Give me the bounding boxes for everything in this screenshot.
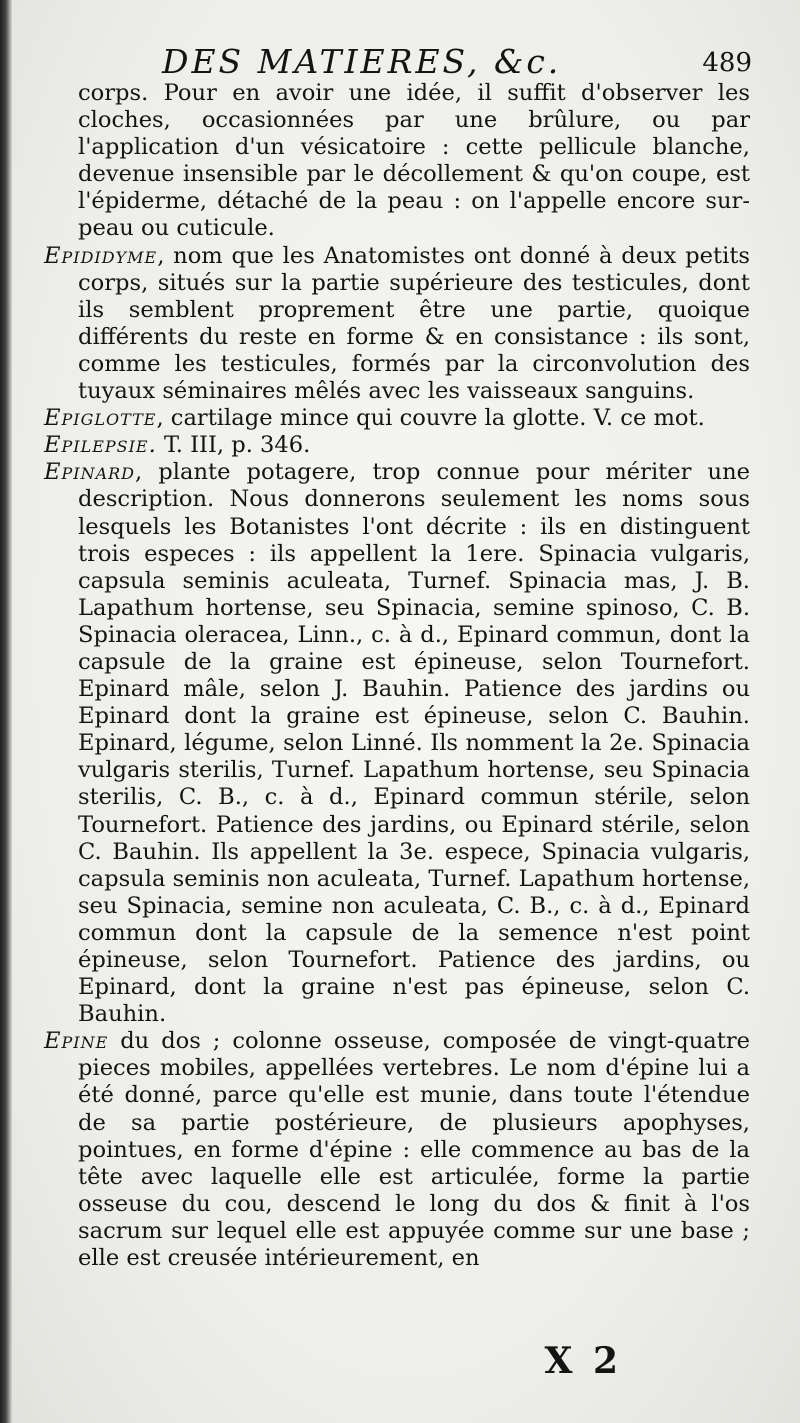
signature-mark: X 2 — [544, 1340, 622, 1382]
entry-epinard — [44, 459, 750, 1028]
entry-text: du dos ; colonne osseuse, composée de vingt-quatre pieces mobiles, appellées vertebres. Le nom d'épine lui a été donné, parce qu'elle est munie, dans toute l'étendue de sa partie postérieure, de plusieurs apophyses, pointues, en forme d'épine : elle commence au bas de la tête avec laquelle elle est articulée, forme la partie osseuse du cou, descend le long du dos & finit à l'os sacrum sur lequel elle est appuyée comme sur une base ; elle est creusée intérieurement, en — [78, 1028, 750, 1272]
entry-headword: Epilepsie. — [44, 432, 157, 459]
entry-text: corps. Pour en avoir une idée, il suffit d'observer les cloches, occasionnées par une brûlure, ou par l'application d'un vésicatoire : cette pellicule blanche, devenue insensible par le décollement & qu'on coupe, est l'épiderme, détaché de la peau : on l'appelle encore sur-peau ou cuticule. — [78, 80, 750, 242]
entry-continuation — [44, 80, 750, 243]
index-text-block — [44, 80, 750, 1272]
entry-text: , nom que les Anatomistes ont donné à deux petits corps, situés sur la partie supérieure des testicules, dont ils semblent proprement être une partie, quoique différents du reste en forme & en consistance : ils sont, comme les testicules, formés par la circonvolution des tuyaux séminaires mêlés avec les vaisseaux sanguins. — [78, 242, 750, 405]
page-number: 489 — [702, 48, 752, 78]
entry-text: T. III, p. 346. — [156, 432, 311, 459]
entry-epiglotte — [44, 405, 750, 432]
entry-epididyme — [44, 243, 750, 406]
entry-text: , plante potagere, trop connue pour mériter une description. Nous donnerons seulement les noms sous lesquels les Botanistes l'ont décrite : ils en distinguent trois especes : ils appellent la 1ere. Spinacia vulgaris, capsula seminis aculeata, Turnef. Spinacia mas, J. B. Lapathum hortense, seu Spinacia, semine spinoso, C. B. Spinacia oleracea, Linn., c. à d., Epinard commun, dont la capsule de la graine est épineuse, selon Tournefort. Epinard mâle, selon J. Bauhin. Patience des jardins ou Epinard dont la graine est épineuse, selon C. Bauhin. Epinard, légume, selon Linné. Ils nomment la 2e. Spinacia vulgaris sterilis, Turnef. Lapathum hortense, seu Spinacia sterilis, C. B., c. à d., Epinard commun stérile, selon Tournefort. Patience des jardins, ou Epinard stérile, selon C. Bauhin. Ils appellent la 3e. espece, Spinacia vulgaris, capsula seminis non aculeata, Turnef. Lapathum hortense, seu Spinacia, semine non aculeata, C. B., c. à d., Epinard commun dont la capsule de la semence n'est point épineuse, selon Tournefort. Patience des jardins, ou Epinard, dont la graine n'est pas épineuse, selon C. Bauhin. — [78, 459, 750, 1028]
entry-headword: Epiglotte — [44, 405, 157, 432]
entry-headword: Epinard — [44, 459, 136, 486]
entry-epilepsie — [44, 432, 750, 459]
entry-headword: Epine — [44, 1028, 109, 1055]
page-gutter-shadow — [0, 0, 12, 1423]
running-head-title: DES MATIERES, &c. — [162, 42, 562, 81]
entry-epine — [44, 1028, 750, 1272]
entry-text: , cartilage mince qui couvre la glotte. V. ce mot. — [156, 405, 705, 432]
entry-headword: Epididyme — [44, 242, 158, 269]
